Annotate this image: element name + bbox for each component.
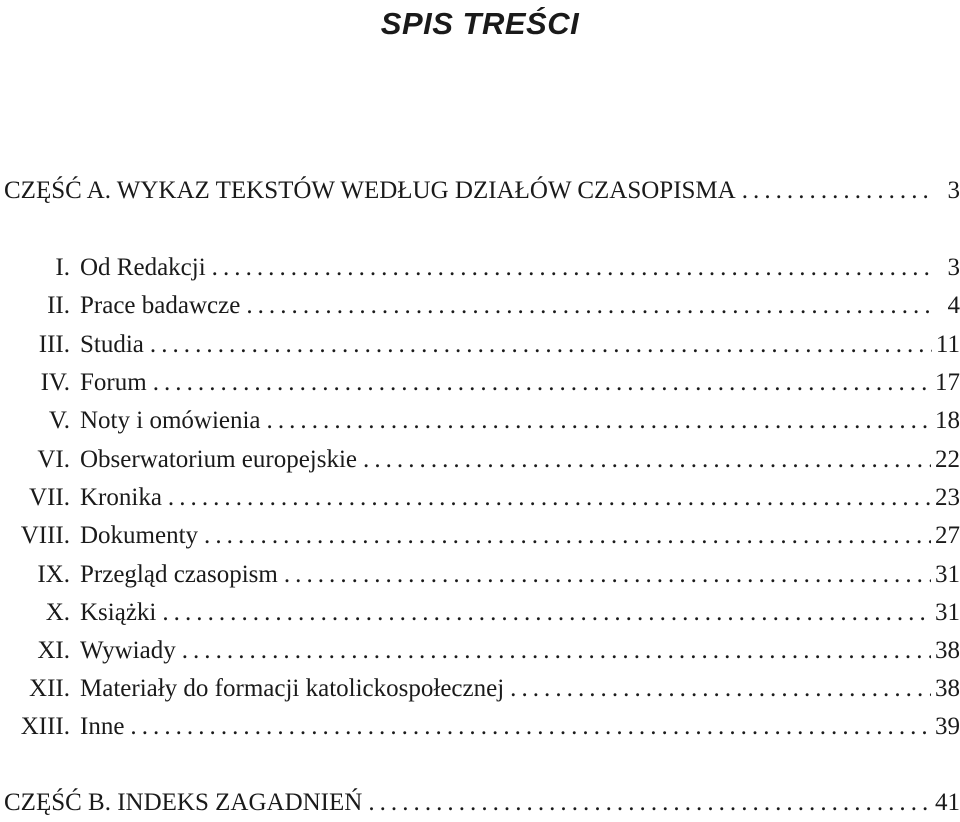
entry-number: VIII. [20,522,70,549]
entry-number: X. [45,599,70,626]
entry-page: 18 [935,407,960,434]
leader-dots [510,670,931,708]
leader-dots [246,287,934,325]
leader-dots [267,402,931,440]
entry-label: Dokumenty [80,522,199,549]
entry-page: 3 [947,254,960,281]
toc-entry-12[interactable] [0,670,960,708]
leader-dots [168,479,931,517]
leader-dots [284,556,931,594]
entry-number: II. [47,292,70,319]
toc-entry-5[interactable] [0,402,960,440]
entry-page: 38 [935,675,960,702]
entry-page: 23 [935,484,960,511]
entry-number: VII. [29,484,70,511]
entry-label: Obserwatorium europejskie [80,446,358,473]
entry-number: XIII. [20,713,70,740]
toc-entry-8[interactable] [0,517,960,555]
toc-entry-11[interactable] [0,632,960,670]
entry-number: IV. [40,369,70,396]
leader-dots [162,594,931,632]
entry-label: Od Redakcji [80,254,206,281]
toc-entry-6[interactable] [0,441,960,479]
entry-number: III. [38,331,70,358]
leader-dots [130,708,931,746]
toc-entry-1[interactable] [0,249,960,287]
leader-dots [742,172,934,210]
entry-label: Materiały do formacji katolickospołecznej [80,675,505,702]
entry-label: Noty i omówienia [80,407,261,434]
part-a-label: CZĘŚĆ A. WYKAZ TEKSTÓW WEDŁUG DZIAŁÓW CZASOPISMA [4,177,736,204]
entry-label: Książki [80,599,157,626]
entry-label: Forum [80,369,147,396]
toc-part-a[interactable] [0,172,960,210]
leader-dots [150,326,932,364]
entry-number: V. [48,407,70,434]
entry-page: 22 [935,446,960,473]
entry-number: I. [55,254,70,281]
entry-page: 4 [947,292,960,319]
entry-number: IX. [37,561,70,588]
leader-dots [368,784,931,822]
entry-label: Prace badawcze [80,292,241,319]
entry-label: Kronika [80,484,162,511]
entry-label: Wywiady [80,637,176,664]
leader-dots [212,249,934,287]
entry-page: 31 [935,561,960,588]
leader-dots [182,632,931,670]
leader-dots [204,517,931,555]
toc-entry-13[interactable] [0,708,960,746]
entry-page: 38 [935,637,960,664]
page-title: SPIS TREŚCI [380,6,580,41]
leader-dots [363,441,931,479]
entry-page: 11 [935,331,960,358]
toc-entry-2[interactable] [0,287,960,325]
entry-page: 17 [935,369,960,396]
entry-label: Studia [80,331,144,358]
part-b-label: CZĘŚĆ B. INDEKS ZAGADNIEŃ [4,789,363,816]
part-a-page: 3 [947,177,960,204]
entry-page: 31 [935,599,960,626]
part-b-page: 41 [935,789,960,816]
toc-entry-3[interactable] [0,326,960,364]
entry-label: Przegląd czasopism [80,561,278,588]
toc-part-b[interactable] [0,784,960,822]
entry-number: VI. [37,446,70,473]
entry-page: 27 [935,522,960,549]
toc-entry-7[interactable] [0,479,960,517]
entry-page: 39 [935,713,960,740]
toc-entry-9[interactable] [0,556,960,594]
toc-entry-10[interactable] [0,594,960,632]
entry-number: XI. [37,637,70,664]
leader-dots [153,364,931,402]
entry-label: Inne [80,713,125,740]
entry-number: XII. [29,675,70,702]
toc-entry-4[interactable] [0,364,960,402]
